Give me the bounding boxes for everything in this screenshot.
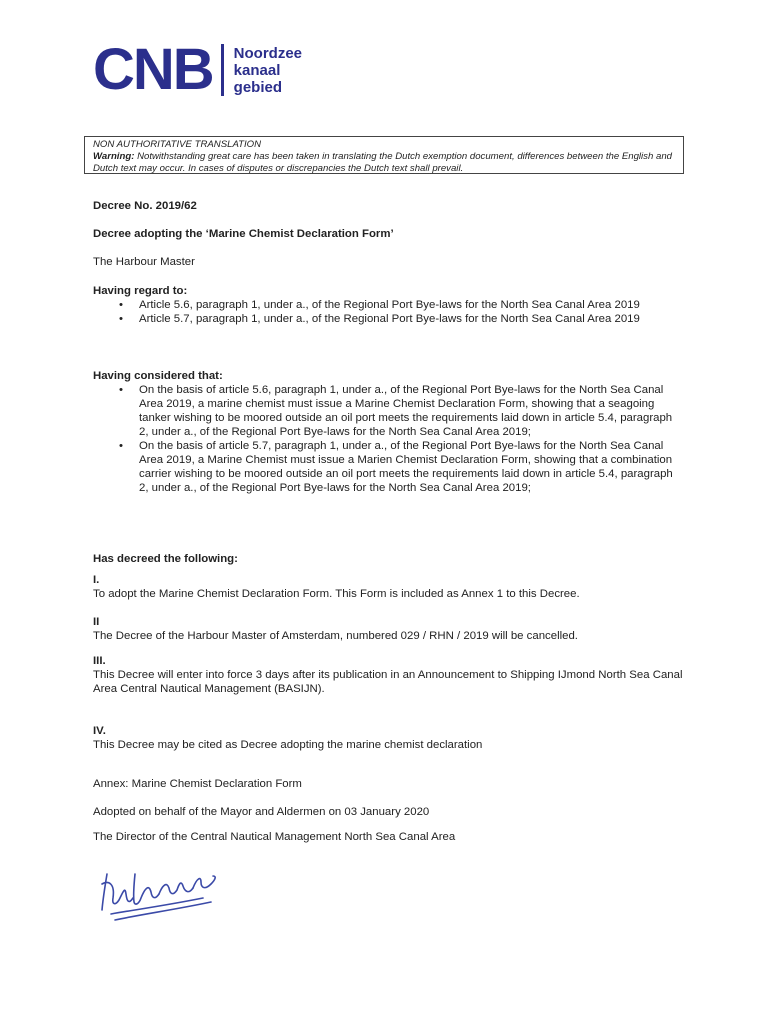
bullet-icon: • — [119, 313, 123, 325]
article-3-text: This Decree will enter into force 3 days after its publication in an Announcement to Shipping IJmond North Sea Canal Area Central Nautical Management (BASIJN). — [93, 669, 683, 695]
decree-number: Decree No. 2019/62 — [93, 200, 197, 212]
warning-label: Warning: — [93, 151, 135, 162]
logo-mark: CNB — [93, 37, 213, 102]
director-line: The Director of the Central Nautical Management North Sea Canal Area — [93, 831, 456, 843]
decreed-heading: Has decreed the following: — [93, 553, 238, 565]
authority-line: The Harbour Master — [93, 256, 195, 268]
bullet-icon: • — [119, 384, 123, 396]
bullet-icon: • — [119, 440, 123, 452]
regard-list — [93, 298, 683, 326]
considered-item-2: On the basis of article 5.7, paragraph 1, under a., of the Regional Port Bye-laws for the North Sea Canal Area 2019, a Marine Chemist must issue a Marien Chemist Declaration Form, showing that a combination carrier wishing to be moored outside an oil port meets the requirements laid down in article 5.4, paragraph 2, under a., of the Regional Port Bye-laws for the North Sea Canal Area 2019; — [139, 440, 673, 494]
logo-word-3: gebied — [233, 78, 283, 96]
article-3-number: III. — [93, 655, 106, 667]
article-2 — [93, 615, 683, 643]
regard-section — [93, 284, 683, 326]
list-item — [93, 383, 683, 439]
disclaimer-title: NON AUTHORITATIVE TRANSLATION — [93, 139, 262, 150]
handwritten-signature — [93, 854, 227, 926]
cnb-logo — [93, 37, 303, 102]
article-2-text: The Decree of the Harbour Master of Amsterdam, numbered 029 / RHN / 2019 will be cancelled. — [93, 630, 578, 642]
logo-word-1: Noordzee — [233, 44, 303, 62]
logo-divider — [221, 44, 224, 96]
logo-wordmark — [234, 45, 302, 96]
list-item — [93, 439, 683, 495]
article-1-number: I. — [93, 574, 100, 586]
article-4-number: IV. — [93, 725, 106, 737]
article-4 — [93, 724, 683, 752]
annex-line: Annex: Marine Chemist Declaration Form — [93, 778, 302, 790]
translation-disclaimer-box — [84, 136, 684, 174]
considered-heading: Having considered that: — [93, 370, 223, 382]
regard-item-1: Article 5.6, paragraph 1, under a., of the Regional Port Bye-laws for the North Sea Canal Area 2019 — [139, 299, 640, 311]
logo-word-2: kanaal — [233, 61, 281, 79]
list-item — [93, 298, 683, 312]
decree-title: Decree adopting the ‘Marine Chemist Declaration Form’ — [93, 228, 394, 240]
article-4-text: This Decree may be cited as Decree adopting the marine chemist declaration — [93, 739, 483, 751]
regard-heading: Having regard to: — [93, 285, 188, 297]
adopted-line: Adopted on behalf of the Mayor and Aldermen on 03 January 2020 — [93, 806, 430, 818]
considered-list — [93, 383, 683, 495]
considered-section — [93, 369, 683, 495]
article-3 — [93, 654, 683, 696]
regard-item-2: Article 5.7, paragraph 1, under a., of the Regional Port Bye-laws for the North Sea Canal Area 2019 — [139, 313, 640, 325]
considered-item-1: On the basis of article 5.6, paragraph 1, under a., of the Regional Port Bye-laws for the North Sea Canal Area 2019, a marine chemist must issue a Marine Chemist Declaration Form, showing that a seagoing tanker wishing to be moored outside an oil port meets the requirements laid down in article 5.4, paragraph 2, under a., of the Regional Port Bye-laws for the North Sea Canal Area 2019; — [139, 384, 673, 438]
warning-text: Notwithstanding great care has been taken in translating the Dutch exemption document, differences between the English and Dutch text may occur. In cases of disputes or discrepancies the Dutch text shall prevail. — [93, 151, 672, 174]
disclaimer-warning — [93, 151, 675, 175]
article-1-text: To adopt the Marine Chemist Declaration Form. This Form is included as Annex 1 to this Decree. — [93, 588, 580, 600]
article-1 — [93, 573, 683, 601]
list-item — [93, 312, 683, 326]
article-2-number: II — [93, 616, 100, 628]
bullet-icon: • — [119, 299, 123, 311]
